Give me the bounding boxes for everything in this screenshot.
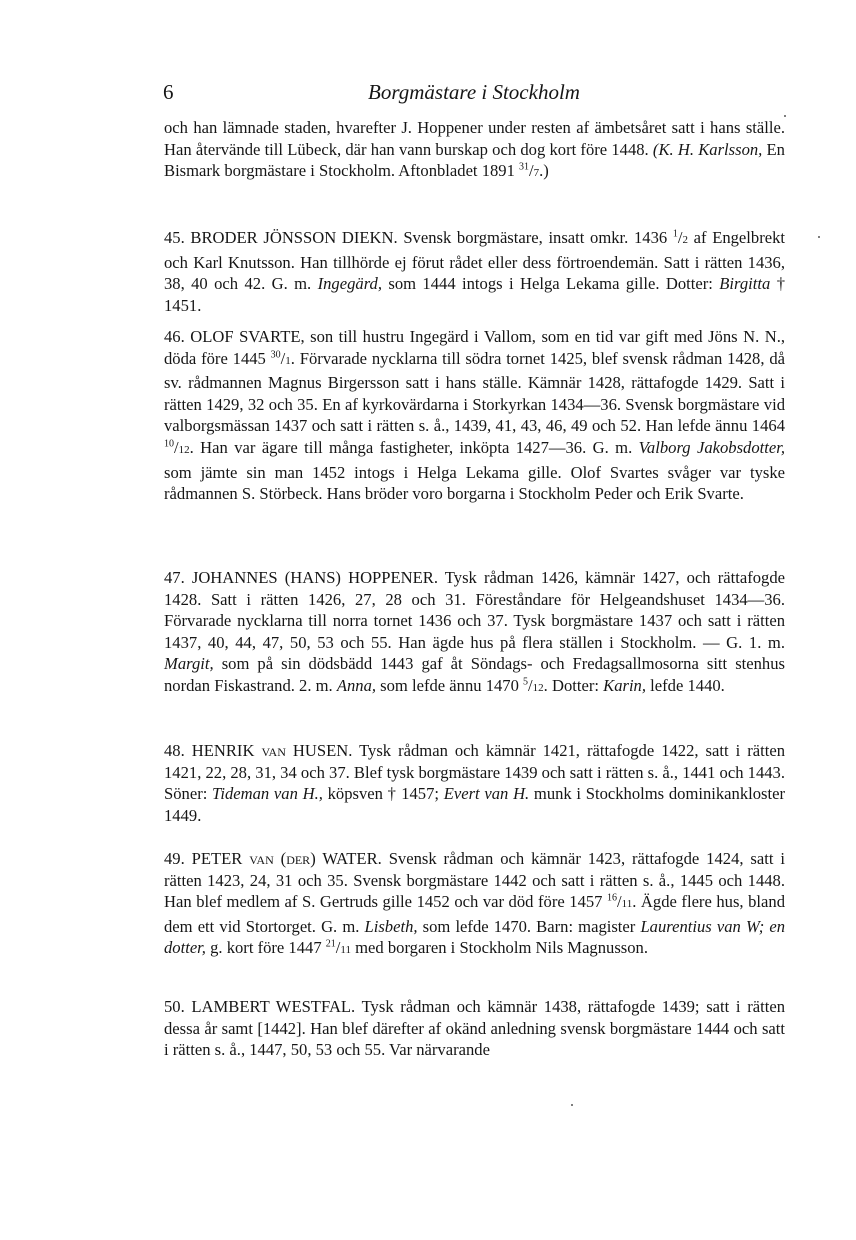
text-run: g. kort före 1447	[205, 938, 326, 958]
text-run: af Engelbrekt och Karl Knutsson. Han tillhörde ej förut rådet eller dess förtroendemän. Satt i rätten 1436, 38, 40 och 42. G. m.	[164, 228, 785, 294]
small-caps-run: der	[286, 849, 311, 868]
text-run: som jämte sin man 1452 intogs i Helga Lekama gille. Olof Svartes svåger var tyske rådmannen S. Störbeck. Hans bröder voro borgarna i Stockholm Peder och Erik Svarte.	[164, 462, 785, 504]
text-run: /	[617, 892, 622, 912]
text-run: som på sin dödsbädd 1443 gaf åt Söndags- och Fredagsallmosorna sitt stenhus nordan Fiskastrand. 2. m.	[164, 654, 785, 695]
text-run: munk i Stockholms dominikankloster 1449.	[164, 784, 785, 825]
text-run: ) WATER. Svensk rådman och kämnär 1423, rättafogde 1424, satt i rätten 1423, 24, 31 och 35. Svensk borgmästare 1442 och satt i rätten s. å., 1445 och 1448. Han blef medlem af S. Gertruds gille 1452 och var död före 1457	[164, 849, 785, 912]
text-run: † 1451.	[164, 274, 785, 315]
text-run: /	[280, 348, 286, 368]
fraction-numerator: 31	[519, 161, 530, 173]
text-run: lefde 1440.	[646, 675, 725, 695]
text-run: 49. PETER	[164, 849, 250, 868]
text-run: 47. JOHANNES (HANS) HOPPENER. Tysk rådman 1426, kämnär 1427, och rättafogde 1428. Satt i rätten 1426, 27, 28 och 31. Föreståndare för Helgeandshuset 1434—36. Förvarade nycklarna till norra tornet 1436 och 37. Tysk borgmästare 1437 och satt i rätten 1437, 40, 44, 47, 50, 53 och 55. Han ägde hus på flera ställen i Stockholm. — G. 1. m.	[164, 568, 785, 652]
fraction-denominator: 11	[621, 898, 633, 911]
text-run: och han lämnade staden, hvarefter J. Hoppener under resten af ämbetsåret satt i hans ställe. Han återvände till Lübeck, där han vann burskap och dog kort före 1448.	[164, 118, 785, 159]
text-run: 48. HENRIK	[164, 741, 262, 760]
entry-46	[164, 326, 785, 505]
text-run: som 1444 intogs i Helga Lekama gille. Dotter:	[381, 274, 720, 294]
text-run: /	[677, 228, 683, 247]
fraction-numerator: 1	[672, 228, 678, 240]
fraction-denominator: 12	[178, 443, 190, 456]
italic-run: Margit,	[164, 654, 214, 674]
text-run: 50. LAMBERT WESTFAL. Tysk rådman och kämnär 1438, rättafogde 1439; satt i rätten dessa år samt [1442]. Han blef därefter af okänd anledning svensk borgmästare 1444 och satt i rätten s. å., 1447, 50, 53 och 55. Var närvarande	[164, 997, 785, 1060]
fraction-numerator: 16	[607, 892, 618, 904]
entry-50	[164, 996, 785, 1061]
italic-run: Tideman van H.,	[212, 784, 323, 804]
entry-47	[164, 567, 785, 700]
text-run: HUSEN. Tysk rådman och kämnär 1421, rättafogde 1422, satt i rätten 1421, 22, 28, 31, 34 och 37. Blef tysk borgmästare 1439 och satt i rätten s. å., 1441 och 1443. Söner:	[164, 741, 785, 804]
text-run: . Han var ägare till många fastigheter, inköpta 1427—36. G. m.	[189, 437, 639, 457]
running-title: Borgmästare i Stockholm	[368, 80, 580, 104]
scan-speck	[784, 115, 786, 117]
fraction-denominator: 12	[532, 681, 544, 694]
fraction-numerator: 10	[164, 438, 174, 450]
entry-44-continuation	[164, 117, 785, 185]
text-run: /	[528, 675, 533, 695]
text-run: med borgaren i Stockholm Nils Magnusson.	[351, 938, 648, 958]
fraction-denominator: 1	[285, 354, 291, 367]
text-run: .)	[539, 161, 549, 181]
entry-48	[164, 740, 785, 826]
italic-run: Valborg Jakobsdotter,	[638, 437, 786, 457]
italic-run: Anna,	[336, 675, 377, 695]
text-run: 46. OLOF SVARTE, son till hustru Ingegärd i Vallom, som en tid var gift med Jöns N. N., döda före 1445	[164, 327, 785, 368]
scan-speck	[571, 1104, 573, 1106]
italic-run: Birgitta	[719, 274, 771, 294]
text-run: En Bismark borgmästare i Stockholm. Aftonbladet 1891	[164, 139, 785, 181]
entry-45	[164, 227, 785, 316]
fraction-numerator: 30	[270, 349, 281, 361]
fraction-denominator: 11	[340, 944, 351, 957]
small-caps-run: van	[249, 849, 274, 868]
text-run: . Förvarade nycklarna till södra tornet 1425, blef svensk rådman 1428, då sv. rådmannen Magnus Birgersson satt i hans ställe. Kämnär 1428, rättafogde 1429. Satt i rätten 1429, 32 och 35. En af kyrkovärdarna i Storkyrkan 1434—36. Svensk borgmästare vid valborgsmässan 1437 och satt i rätten s. å., 1439, 41, 43, 46, 49 och 52. Han lefde ännu 1464	[164, 348, 785, 436]
text-run: /	[174, 437, 179, 457]
page-header	[163, 76, 785, 108]
text-run: som lefde 1470. Barn: magister	[417, 916, 641, 936]
fraction-denominator: 2	[682, 234, 688, 246]
text-run: som lefde ännu 1470	[376, 675, 524, 695]
scan-speck	[818, 236, 820, 238]
text-run: /	[529, 161, 534, 181]
fraction-numerator: 21	[325, 938, 336, 950]
entry-49	[164, 848, 785, 962]
fraction-denominator: 7	[533, 167, 540, 180]
text-run: /	[335, 938, 341, 958]
text-run: . Ägde flere hus, bland dem ett vid Stortorget. G. m.	[164, 892, 785, 936]
text-run: köpsven † 1457;	[322, 784, 444, 804]
italic-run: Lisbeth,	[364, 916, 418, 936]
italic-run: Karin,	[603, 675, 647, 695]
italic-run: (K. H. Karlsson,	[652, 139, 763, 159]
text-run: . Dotter:	[543, 675, 604, 695]
italic-run: Laurentius van W; en dotter,	[164, 916, 786, 958]
italic-run: Evert van H.	[443, 784, 530, 804]
text-run: (	[273, 849, 287, 868]
text-run: 45. BRODER JÖNSSON DIEKN. Svensk borgmästare, insatt omkr. 1436	[164, 228, 673, 247]
italic-run: Ingegärd,	[317, 274, 382, 294]
fraction-numerator: 5	[523, 676, 529, 688]
small-caps-run: van	[261, 741, 286, 760]
page-number: 6	[163, 80, 174, 104]
